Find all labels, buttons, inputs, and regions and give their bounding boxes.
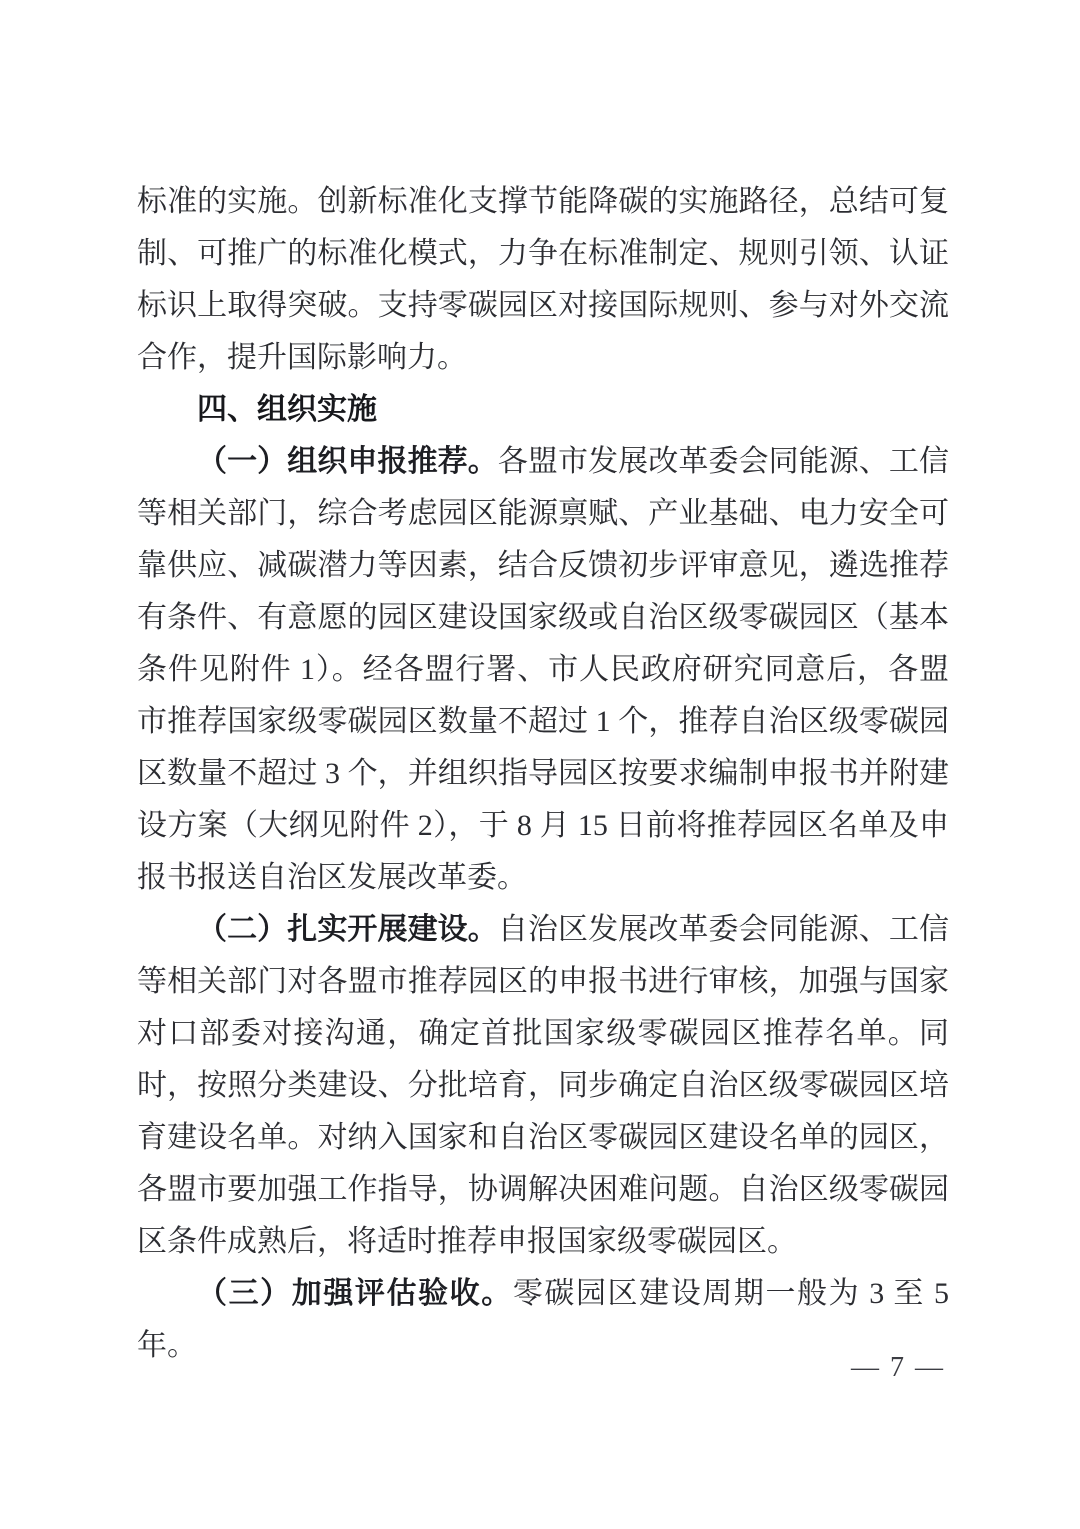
sub-paragraph-3-body: 零碳园区建设周期一般为 3 至 5 年。 <box>137 1277 950 1362</box>
sub-paragraph-3-lead: （三）加强评估验收。 <box>197 1277 513 1310</box>
page-number: — 7 — <box>851 1352 945 1383</box>
sub-paragraph-2 <box>137 904 949 1268</box>
sub-paragraph-1 <box>137 436 949 904</box>
sub-paragraph-1-lead: （一）组织申报推荐。 <box>197 445 498 478</box>
document-content <box>137 176 949 1372</box>
sub-paragraph-3 <box>137 1268 949 1372</box>
sub-paragraph-2-lead: （二）扎实开展建设。 <box>197 913 498 946</box>
sub-paragraph-2-body: 自治区发展改革委会同能源、工信等相关部门对各盟市推荐园区的申报书进行审核，加强与国家对口部委对接沟通，确定首批国家级零碳园区推荐名单。同时，按照分类建设、分批培育，同步确定自治区级零碳园区培育建设名单。对纳入国家和自治区零碳园区建设名单的园区，各盟市要加强工作指导，协调解决困难问题。自治区级零碳园区条件成熟后，将适时推荐申报国家级零碳园区。 <box>137 913 950 1258</box>
section-heading: 四、组织实施 <box>197 393 377 426</box>
continuation-paragraph: 标准的实施。创新标准化支撑节能降碳的实施路径，总结可复制、可推广的标准化模式，力争在标准制定、规则引领、认证标识上取得突破。支持零碳园区对接国际规则、参与对外交流合作，提升国际影响力。 <box>137 185 949 374</box>
sub-paragraph-1-body: 各盟市发展改革委会同能源、工信等相关部门，综合考虑园区能源禀赋、产业基础、电力安全可靠供应、减碳潜力等因素，结合反馈初步评审意见，遴选推荐有条件、有意愿的园区建设国家级或自治区级零碳园区（基本条件见附件 1）。经各盟行署、市人民政府研究同意后，各盟市推荐国家级零碳园区数量不超过 1 个，推荐自治区级零碳园区数量不超过 3 个，并组织指导园区按要求编制申报书并附建设方案（大纲见附件 2），于 8 月 15 日前将推荐园区名单及申报书报送自治区发展改革委。 <box>137 445 950 894</box>
